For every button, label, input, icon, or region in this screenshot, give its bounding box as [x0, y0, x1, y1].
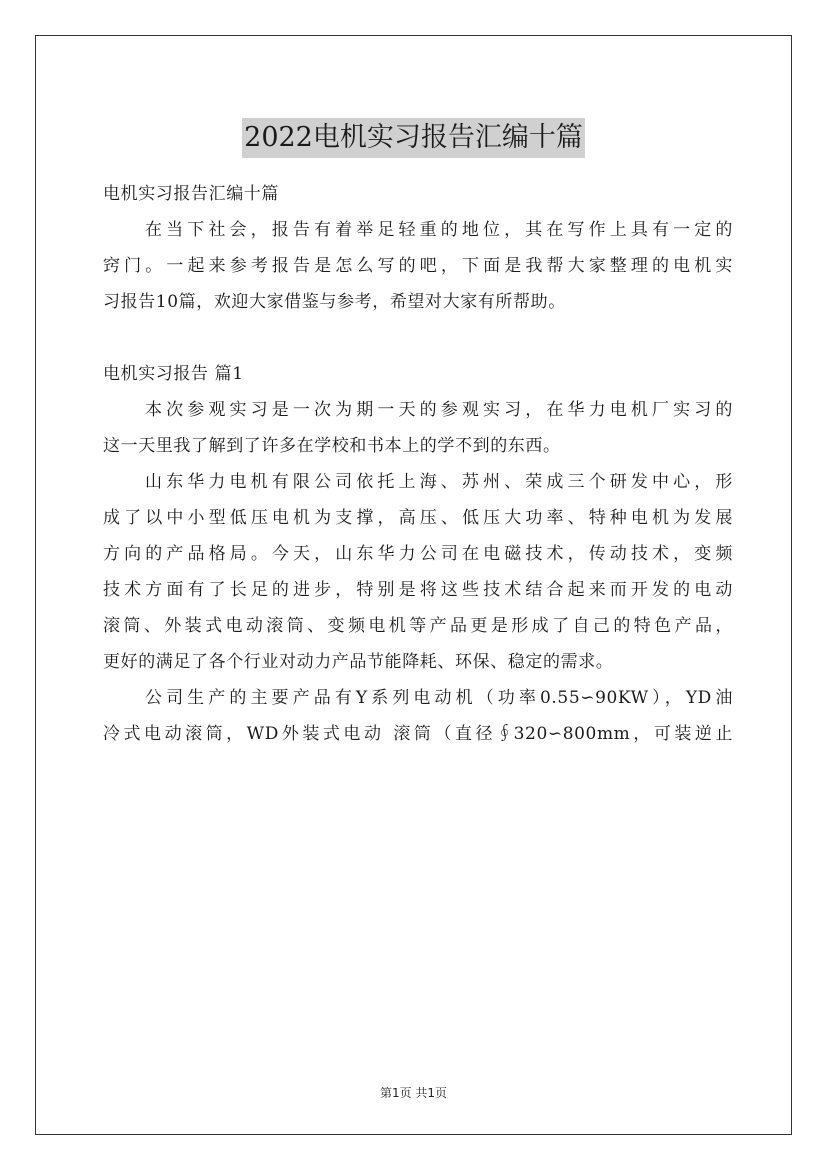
text-line: 滚筒、外装式电动滚筒、变频电机等产品更是形成了自己的特色产品， — [103, 616, 733, 636]
document-body — [103, 176, 733, 752]
title-container — [0, 100, 827, 176]
text-line: 电机实习报告 篇1 — [103, 364, 244, 384]
spacer — [103, 338, 733, 356]
text-line: 冷式电动滚筒，WD外装式电动 滚筒（直径∮320∽800mm，可装逆止 — [103, 724, 733, 744]
text-line: 技术方面有了长足的进步，特别是将这些技术结合起来而开发的电动 — [103, 580, 733, 600]
text-line: 成了以中小型低压电机为支撑，高压、低压大功率、特种电机为发展 — [103, 508, 733, 528]
page-number-label: 第1页 共1页 — [379, 1086, 448, 1100]
text-line: 山东华力电机有限公司依托上海、苏州、荣成三个研发中心，形 — [145, 472, 733, 492]
text-line: 习报告10篇，欢迎大家借鉴与参考，希望对大家有所帮助。 — [103, 292, 566, 312]
text-line: 本次参观实习是一次为期一天的参观实习，在华力电机厂实习的 — [145, 400, 733, 420]
text-line: 更好的满足了各个行业对动力产品节能降耗、环保、稳定的需求。 — [103, 652, 614, 672]
document-title: 2022电机实习报告汇编十篇 — [242, 118, 585, 158]
text-line: 这一天里我了解到了许多在学校和书本上的学不到的东西。 — [103, 436, 561, 456]
text-line: 公司生产的主要产品有Y系列电动机（功率0.55∽90KW），YD油 — [145, 688, 733, 708]
text-line: 窍门。一起来参考报告是怎么写的吧，下面是我帮大家整理的电机实 — [103, 256, 733, 276]
text-line: 在当下社会，报告有着举足轻重的地位，其在写作上具有一定的 — [145, 220, 733, 240]
page-footer — [0, 1084, 827, 1101]
text-line: 电机实习报告汇编十篇 — [103, 184, 279, 204]
text-line: 方向的产品格局。今天，山东华力公司在电磁技术，传动技术，变频 — [103, 544, 733, 564]
